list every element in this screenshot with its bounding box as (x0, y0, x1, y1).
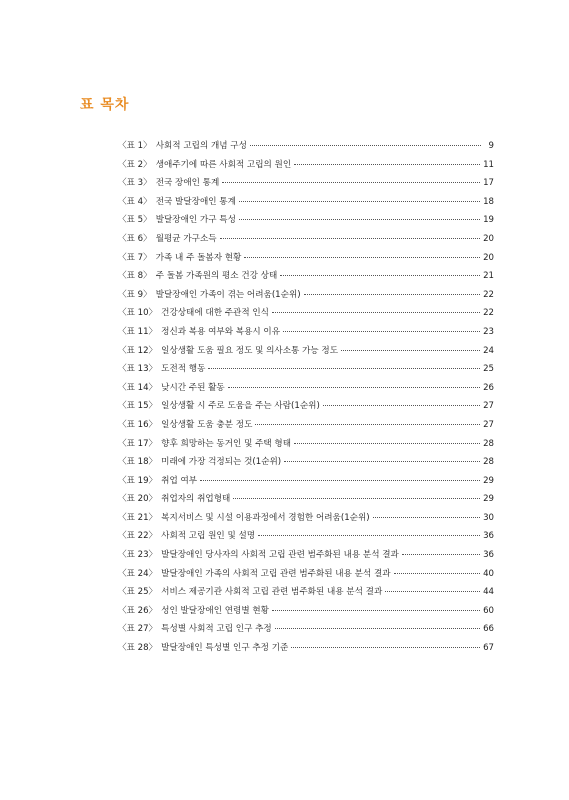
toc-entry[interactable] (118, 455, 494, 474)
toc-entry-title: 일상생활 도움 필요 정도 및 의사소통 가능 정도 (161, 345, 339, 356)
toc-entry-page: 20 (483, 252, 494, 263)
dot-leader (283, 331, 480, 332)
toc-entry-number: 〈표 8〉 (118, 271, 152, 282)
toc-entry[interactable] (118, 195, 494, 214)
toc-entry-title: 일상생활 시 주로 도움을 주는 사람(1순위) (161, 401, 320, 412)
toc-entry-number: 〈표 6〉 (118, 233, 152, 244)
dot-leader (280, 275, 480, 276)
toc-entry[interactable] (118, 622, 494, 641)
toc-entry[interactable] (118, 604, 494, 623)
dot-leader (402, 554, 480, 555)
toc-entry-title: 낮시간 주된 활동 (161, 382, 225, 393)
dot-leader (244, 257, 480, 258)
toc-entry-page: 21 (483, 271, 494, 282)
toc-entry[interactable] (118, 158, 494, 177)
toc-entry-title: 성인 발달장애인 연령별 현황 (161, 605, 269, 616)
toc-entry[interactable] (118, 585, 494, 604)
dot-leader (294, 443, 480, 444)
toc-entry-title: 향후 희망하는 동거인 및 주택 형태 (161, 438, 292, 449)
toc-entry[interactable] (118, 306, 494, 325)
toc-entry[interactable] (118, 418, 494, 437)
toc-entry-page: 24 (483, 345, 494, 356)
toc-entry-number: 〈표 1〉 (118, 141, 152, 151)
toc-entry[interactable] (118, 288, 494, 307)
toc-entry[interactable] (118, 251, 494, 270)
toc-entry-number: 〈표 18〉 (118, 457, 158, 468)
toc-entry-page: 29 (483, 475, 494, 486)
dot-leader (272, 610, 480, 611)
toc-entry-page: 18 (483, 196, 494, 207)
dot-leader (291, 647, 480, 648)
dot-leader (284, 461, 480, 462)
table-of-contents (118, 139, 494, 660)
toc-entry-page: 30 (483, 512, 494, 523)
dot-leader (385, 591, 480, 592)
toc-entry-number: 〈표 2〉 (118, 159, 152, 170)
toc-entry-title: 발달장애인 가족의 사회적 고립 관련 범주화된 내용 분석 결과 (161, 568, 391, 579)
toc-entry-page: 28 (483, 457, 494, 468)
toc-entry-title: 생애주기에 따른 사회적 고립의 원인 (155, 159, 292, 170)
toc-entry-page: 29 (483, 494, 494, 505)
toc-entry-title: 발달장애인 특성별 인구 추정 기준 (161, 643, 289, 654)
toc-entry-number: 〈표 17〉 (118, 438, 158, 449)
toc-entry[interactable] (118, 529, 494, 548)
toc-entry-page: 66 (483, 624, 494, 635)
toc-entry-number: 〈표 28〉 (118, 643, 158, 654)
toc-entry-number: 〈표 3〉 (118, 178, 152, 189)
toc-entry-title: 건강상태에 대한 주관적 인식 (161, 308, 269, 319)
toc-entry-title: 도전적 행동 (161, 364, 206, 375)
toc-entry-page: 20 (483, 233, 494, 244)
toc-entry[interactable] (118, 325, 494, 344)
toc-entry-number: 〈표 14〉 (118, 382, 158, 393)
toc-entry[interactable] (118, 399, 494, 418)
toc-entry-title: 월평균 가구소득 (155, 233, 217, 244)
toc-entry-number: 〈표 4〉 (118, 196, 152, 207)
toc-entry[interactable] (118, 362, 494, 381)
toc-entry-page: 22 (483, 308, 494, 319)
dot-leader (250, 145, 481, 146)
toc-entry-number: 〈표 16〉 (118, 419, 158, 430)
toc-entry-title: 전국 장애인 통계 (155, 178, 220, 189)
toc-entry-number: 〈표 13〉 (118, 364, 158, 375)
toc-entry[interactable] (118, 567, 494, 586)
toc-entry[interactable] (118, 381, 494, 400)
toc-entry-number: 〈표 24〉 (118, 568, 158, 579)
toc-entry-page: 25 (483, 364, 494, 375)
toc-entry-number: 〈표 15〉 (118, 401, 158, 412)
toc-entry-title: 사회적 고립 원인 및 설명 (161, 531, 256, 542)
toc-entry[interactable] (118, 269, 494, 288)
toc-entry[interactable] (118, 641, 494, 660)
dot-leader (394, 573, 481, 574)
toc-entry-number: 〈표 12〉 (118, 345, 158, 356)
toc-entry-number: 〈표 21〉 (118, 512, 158, 523)
toc-entry-title: 발달장애인 당사자의 사회적 고립 관련 범주화된 내용 분석 결과 (161, 550, 399, 561)
toc-entry-number: 〈표 22〉 (118, 531, 158, 542)
dot-leader (233, 498, 480, 499)
dot-leader (341, 350, 480, 351)
toc-entry-page: 36 (483, 550, 494, 561)
dot-leader (304, 294, 480, 295)
toc-entry-page: 19 (483, 215, 494, 226)
toc-entry-number: 〈표 20〉 (118, 494, 158, 505)
dot-leader (200, 480, 480, 481)
dot-leader (272, 312, 480, 313)
toc-entry-number: 〈표 23〉 (118, 550, 158, 561)
toc-entry-title: 전국 발달장애인 통계 (155, 196, 236, 207)
dot-leader (222, 182, 480, 183)
toc-entry-title: 발달장애인 가족이 겪는 어려움(1순위) (155, 289, 301, 300)
toc-entry-title: 일상생활 도움 충분 정도 (161, 419, 253, 430)
dot-leader (323, 405, 480, 406)
toc-entry-page: 36 (483, 531, 494, 542)
toc-entry[interactable] (118, 548, 494, 567)
toc-entry[interactable] (118, 492, 494, 511)
toc-entry-title: 미래에 가장 걱정되는 것(1순위) (161, 457, 282, 468)
toc-entry[interactable] (118, 344, 494, 363)
toc-entry-page: 23 (483, 326, 494, 337)
toc-entry[interactable] (118, 176, 494, 195)
toc-entry-page: 40 (483, 568, 494, 579)
toc-entry-number: 〈표 7〉 (118, 252, 152, 263)
toc-entry[interactable] (118, 474, 494, 493)
toc-entry-number: 〈표 27〉 (118, 624, 158, 635)
toc-entry-title: 취업자의 취업형태 (161, 494, 231, 505)
dot-leader (208, 368, 480, 369)
toc-entry-page: 17 (483, 178, 494, 189)
toc-entry-number: 〈표 5〉 (118, 215, 152, 226)
toc-entry-title: 취업 여부 (161, 475, 198, 486)
toc-entry[interactable] (118, 213, 494, 232)
dot-leader (373, 517, 480, 518)
dot-leader (228, 387, 480, 388)
toc-entry[interactable] (118, 437, 494, 456)
toc-entry-number: 〈표 26〉 (118, 605, 158, 616)
toc-entry-page: 9 (488, 141, 494, 151)
toc-entry-page: 60 (483, 605, 494, 616)
dot-leader (258, 535, 480, 536)
toc-entry[interactable] (118, 511, 494, 530)
toc-entry-number: 〈표 11〉 (118, 326, 158, 337)
toc-entry-number: 〈표 19〉 (118, 475, 158, 486)
toc-entry-number: 〈표 10〉 (118, 308, 158, 319)
dot-leader (294, 164, 480, 165)
toc-entry-page: 22 (483, 289, 494, 300)
toc-entry-page: 67 (483, 643, 494, 654)
toc-entry-page: 11 (483, 159, 494, 170)
toc-entry[interactable] (118, 232, 494, 251)
page-title: 표 목차 (80, 97, 130, 113)
dot-leader (220, 238, 481, 239)
toc-entry-title: 주 돌봄 가족원의 평소 건강 상태 (155, 271, 278, 282)
dot-leader (239, 219, 480, 220)
toc-entry-page: 27 (483, 401, 494, 412)
toc-entry-title: 정신과 복용 여부와 복용시 이유 (161, 326, 281, 337)
toc-entry-title: 서비스 제공기관 사회적 고립 관련 범주화된 내용 분석 결과 (161, 587, 383, 598)
toc-entry-page: 26 (483, 382, 494, 393)
toc-entry-page: 27 (483, 419, 494, 430)
toc-entry-title: 사회적 고립의 개념 구성 (155, 141, 247, 151)
toc-entry-title: 가족 내 주 돌봄자 현황 (155, 252, 242, 263)
dot-leader (255, 424, 480, 425)
toc-entry-page: 44 (483, 587, 494, 598)
toc-entry-number: 〈표 25〉 (118, 587, 158, 598)
toc-entry-page: 28 (483, 438, 494, 449)
dot-leader (275, 628, 480, 629)
dot-leader (239, 201, 480, 202)
toc-entry[interactable] (118, 139, 494, 158)
toc-entry-number: 〈표 9〉 (118, 289, 152, 300)
toc-entry-title: 특성별 사회적 고립 인구 추정 (161, 624, 272, 635)
toc-entry-title: 발달장애인 가구 특성 (155, 215, 236, 226)
toc-entry-title: 복지서비스 및 시설 이용과정에서 경험한 어려움(1순위) (161, 512, 370, 523)
